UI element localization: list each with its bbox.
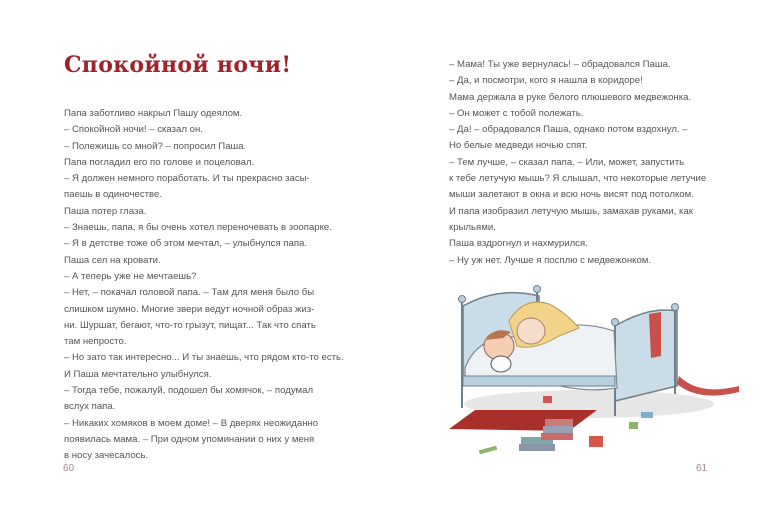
text-line: – Полежишь со мной? – попросил Паша. bbox=[64, 140, 247, 152]
page-number-right: 61 bbox=[696, 463, 708, 474]
text-line: ни. Шуршат, бегают, что-то грызут, пищат... Так что спать bbox=[64, 319, 316, 331]
bed-frame bbox=[463, 376, 615, 386]
post-knob bbox=[459, 296, 466, 303]
text-line: мыши залетают в окна и всю ночь висят под потолком. bbox=[449, 189, 694, 201]
text-line: вслух папа. bbox=[64, 401, 116, 413]
post-knob bbox=[612, 319, 619, 326]
text-line: – Я должен немного поработать. И ты прекрасно засы- bbox=[64, 173, 310, 185]
text-line: – Я в детстве тоже об этом мечтал, – улыбнулся папа. bbox=[64, 238, 308, 250]
text-line: Папа заботливо накрыл Пашу одеялом. bbox=[64, 108, 243, 119]
text-line: – Да! – обрадовался Паша, однако потом вздохнул. – bbox=[449, 124, 688, 136]
text-line: – Тем лучше, – сказал папа. – Или, может, запустить bbox=[449, 156, 685, 168]
text-line: – Но зато так интересно... И ты знаешь, что рядом кто-то есть. bbox=[64, 352, 344, 364]
text-line: Папа погладил его по голове и поцеловал. bbox=[64, 156, 255, 168]
bedroom-illustration bbox=[439, 276, 739, 466]
book bbox=[541, 433, 573, 440]
text-line: – Никаких хомяков в моем доме! – В дверях неожиданно bbox=[64, 417, 319, 429]
text-line: – Да, и посмотри, кого я нашла в коридоре! bbox=[449, 75, 643, 87]
chapter-title: Спокойной ночи! bbox=[64, 52, 292, 78]
plush-dog bbox=[491, 356, 511, 372]
text-line: Паша вздрогнул и нахмурился. bbox=[449, 238, 588, 250]
text-line: – Мама! Ты уже вернулась! – обрадовался Паша. bbox=[449, 59, 671, 70]
text-line: – Он может с тобой полежать. bbox=[449, 107, 584, 119]
text-line: – Нет, – покачал головой папа. – Там для меня было бы bbox=[64, 287, 315, 299]
right-page bbox=[385, 0, 770, 506]
post-knob bbox=[672, 304, 679, 311]
crayon bbox=[479, 446, 497, 455]
book bbox=[545, 419, 573, 426]
post-knob bbox=[534, 286, 541, 293]
toy-block bbox=[641, 412, 653, 418]
text-line: Но белые медведи ночью спят. bbox=[449, 140, 588, 152]
text-line: паешь в одиночестве. bbox=[64, 189, 163, 201]
book bbox=[543, 426, 573, 433]
toy-block bbox=[589, 436, 603, 447]
left-page-text bbox=[64, 106, 344, 465]
text-line: появилась мама. – При одном упоминании о них у меня bbox=[64, 433, 315, 445]
text-line: там непросто. bbox=[64, 336, 127, 348]
text-line: – Знаешь, папа, я бы очень хотел переночевать в зоопарке. bbox=[64, 222, 332, 234]
bed-footboard bbox=[615, 310, 677, 401]
text-line: – А теперь уже не мечтаешь? bbox=[64, 270, 197, 282]
text-line: – Тогда тебе, пожалуй, подошел бы хомячок, – подумал bbox=[64, 385, 314, 397]
text-line: И папа изобразил летучую мышь, замахав руками, как bbox=[449, 205, 693, 217]
text-line: Мама держала в руке белого плюшевого медвежонка. bbox=[449, 91, 692, 103]
page-number-left: 60 bbox=[63, 463, 75, 474]
text-line: крыльями. bbox=[449, 221, 496, 233]
text-line: Паша потер глаза. bbox=[64, 205, 147, 217]
toy-block bbox=[543, 396, 552, 403]
text-line: в носу зачесалось. bbox=[64, 450, 149, 462]
text-line: – Спокойной ночи! – сказал он. bbox=[64, 124, 203, 136]
right-page-text bbox=[449, 57, 729, 269]
toy-block bbox=[629, 422, 638, 429]
text-line: – Ну уж нет. Лучше я посплю с медвежонком. bbox=[449, 254, 652, 266]
text-line: к тебе летучую мышь? Я слышал, что некоторые летучие bbox=[449, 173, 707, 185]
text-line: Паша сел на кровати. bbox=[64, 254, 161, 266]
text-line: И Паша мечтательно улыбнулся. bbox=[64, 368, 212, 380]
text-line: слишком шумно. Многие звери ведут ночной образ жиз- bbox=[64, 303, 315, 315]
mom-face bbox=[517, 318, 545, 344]
book bbox=[519, 444, 555, 451]
rug bbox=[449, 410, 597, 431]
